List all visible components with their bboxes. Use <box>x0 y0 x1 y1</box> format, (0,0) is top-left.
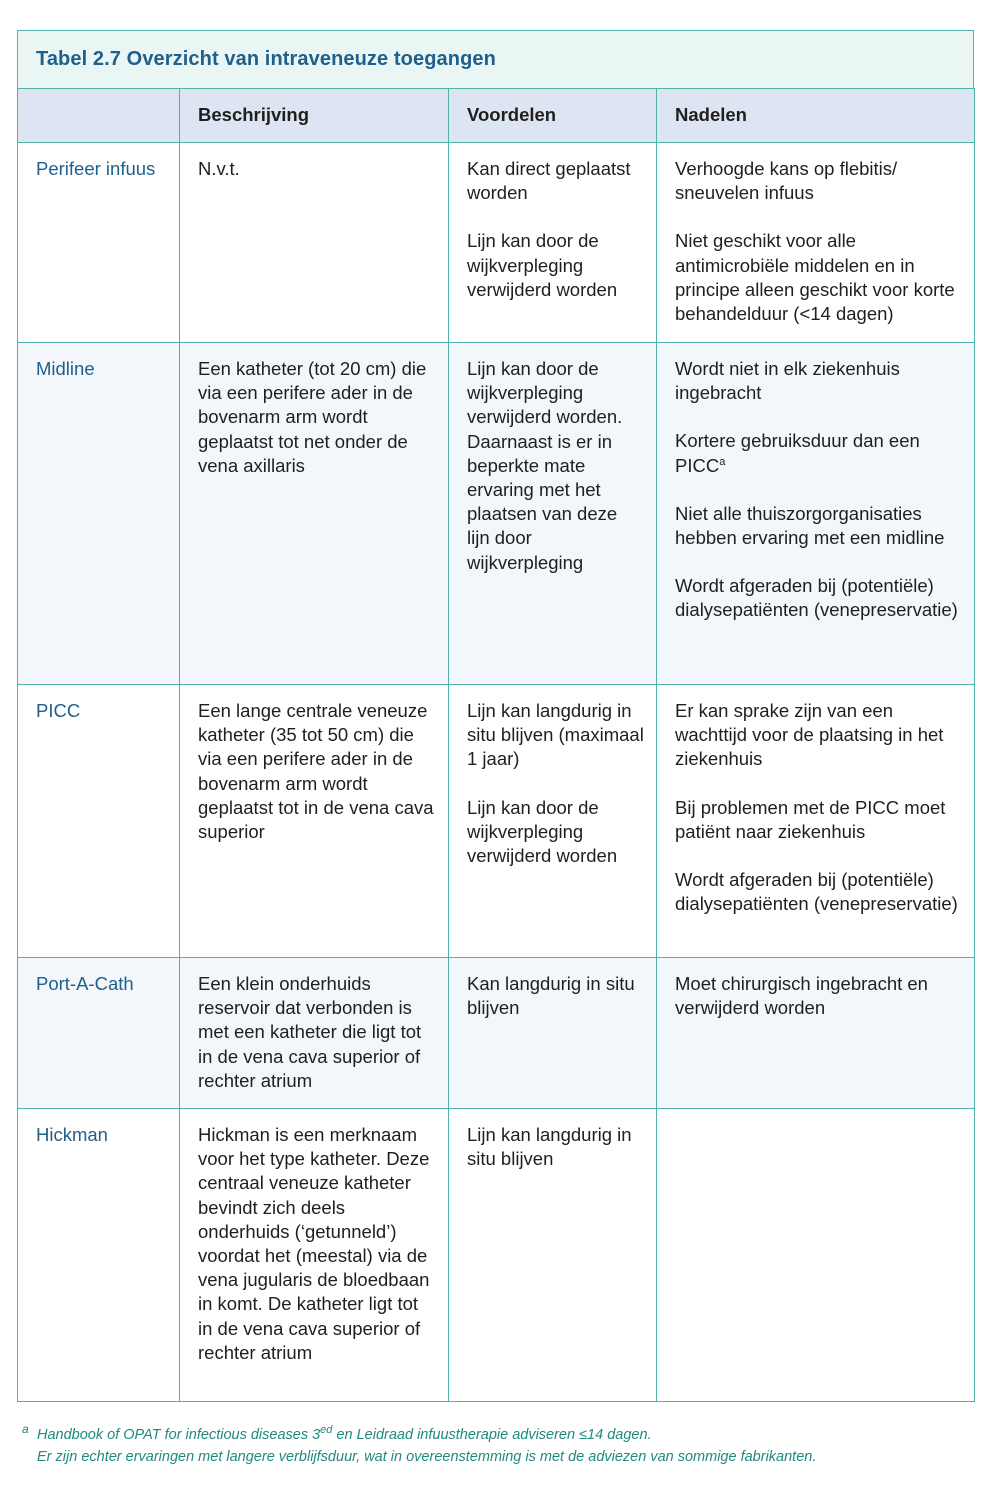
cell-paragraph <box>675 699 962 772</box>
cell-text: N.v.t. <box>198 158 240 179</box>
cell-paragraph <box>198 699 436 844</box>
row-label: Hickman <box>18 1109 180 1402</box>
header-voordelen: Voordelen <box>449 89 657 143</box>
cell-beschrijving <box>180 143 449 343</box>
cell-paragraph <box>467 157 644 205</box>
table-row <box>18 685 975 958</box>
cell-text: Lijn kan langdurig in situ blijven <box>467 1124 632 1170</box>
cell-paragraph <box>675 357 962 405</box>
cell-text: Wordt niet in elk ziekenhuis ingebracht <box>675 358 900 404</box>
cell-voordelen <box>449 958 657 1109</box>
footnote-line-1 <box>37 1424 982 1446</box>
header-empty <box>18 89 180 143</box>
table-row <box>18 958 975 1109</box>
cell-text: Een katheter (tot 20 cm) die via een perifere ader in de bovenarm arm wordt geplaatst tot net onder de vena axillaris <box>198 358 427 476</box>
cell-paragraph <box>467 1123 644 1171</box>
cell-nadelen <box>657 143 975 343</box>
cell-text: Kan direct geplaatst worden <box>467 158 631 204</box>
footnote <box>22 1424 982 1468</box>
cell-paragraph <box>675 229 962 326</box>
cell-text: Bij problemen met de PICC moet patiënt naar ziekenhuis <box>675 796 946 842</box>
table-row <box>18 1109 975 1402</box>
cell-beschrijving <box>180 1109 449 1402</box>
footnote-line-1-sup: ed <box>320 1424 333 1437</box>
cell-beschrijving <box>180 958 449 1109</box>
cell-paragraph <box>675 502 962 550</box>
cell-paragraph <box>467 357 644 575</box>
cell-paragraph <box>675 868 962 916</box>
cell-text: Er kan sprake zijn van een wachttijd voor de plaatsing in het ziekenhuis <box>675 700 944 770</box>
cell-paragraph <box>467 699 644 772</box>
cell-paragraph <box>675 157 962 205</box>
cell-text: Niet geschikt voor alle antimicrobiële middelen en in principe alleen geschikt voor korte behandelduur (<14 dagen) <box>675 230 955 325</box>
header-beschrijving: Beschrijving <box>180 89 449 143</box>
row-label: Midline <box>18 343 180 685</box>
cell-text: Hickman is een merknaam voor het type katheter. Deze centraal veneuze katheter bevindt zich deels onderhuids (‘getunneld’) voordat het (meestal) via de vena jugularis de bloedbaan in komt. De katheter ligt tot in de vena cava superior of rechter atrium <box>198 1124 430 1363</box>
cell-text: Wordt afgeraden bij (potentiële) dialysepatiënten (venepreservatie) <box>675 575 958 621</box>
cell-beschrijving <box>180 343 449 685</box>
table-row <box>18 343 975 685</box>
header-nadelen: Nadelen <box>657 89 975 143</box>
cell-text: Lijn kan langdurig in situ blijven (maximaal 1 jaar) <box>467 700 644 770</box>
cell-paragraph <box>675 429 962 477</box>
cell-paragraph <box>675 574 962 622</box>
cell-text: Lijn kan door de wijkverpleging verwijderd worden <box>467 796 618 867</box>
footnote-line-1-suffix: en Leidraad infuustherapie adviseren ≤14 dagen. <box>332 1427 652 1443</box>
cell-text: Een klein onderhuids reservoir dat verbonden is met een katheter die ligt tot in de vena cava superior of rechter atrium <box>198 973 422 1091</box>
cell-text: Lijn kan door de wijkverpleging verwijderd worden <box>467 230 618 300</box>
cell-text: Kortere gebruiksduur dan een PICC <box>675 430 920 476</box>
cell-text: Lijn kan door de wijkverpleging verwijderd worden. Daarnaast is er in beperkte mate ervaring met het plaatsen van deze lijn door wijkverpleging <box>467 358 623 573</box>
cell-beschrijving <box>180 685 449 958</box>
cell-nadelen <box>657 958 975 1109</box>
cell-nadelen <box>657 685 975 958</box>
cell-voordelen <box>449 143 657 343</box>
cell-paragraph <box>198 157 436 181</box>
table-container <box>17 30 974 1402</box>
cell-paragraph <box>198 1123 436 1365</box>
cell-text: Moet chirurgisch ingebracht en verwijderd worden <box>675 973 928 1019</box>
footnote-line-2: Er zijn echter ervaringen met langere verblijfsduur, wat in overeenstemming is met de adviezen van sommige fabrikanten. <box>37 1449 817 1465</box>
table-body <box>18 143 975 1402</box>
row-label: PICC <box>18 685 180 958</box>
cell-paragraph <box>467 229 644 302</box>
cell-nadelen <box>657 1109 975 1402</box>
table-row <box>18 143 975 343</box>
cell-text: Een lange centrale veneuze katheter (35 tot 50 cm) die via een perifere ader in de bovenarm arm wordt geplaatst tot in de vena cava superior <box>198 700 434 843</box>
cell-text: Wordt afgeraden bij (potentiële) dialysepatiënten (venepreservatie) <box>675 869 958 915</box>
table-title-bar <box>17 30 974 88</box>
cell-paragraph <box>467 796 644 869</box>
cell-text: Niet alle thuiszorgorganisaties hebben ervaring met een midline <box>675 502 945 549</box>
cell-voordelen <box>449 1109 657 1402</box>
access-table <box>17 88 975 1402</box>
cell-paragraph <box>198 972 436 1093</box>
cell-paragraph <box>198 357 436 478</box>
cell-text: Verhoogde kans op flebitis/ sneuvelen infuus <box>675 158 898 204</box>
cell-voordelen <box>449 685 657 958</box>
cell-paragraph <box>675 972 962 1020</box>
cell-paragraph <box>467 972 644 1020</box>
row-label: Port-A-Cath <box>18 958 180 1109</box>
footnote-ref: a <box>719 455 726 468</box>
cell-voordelen <box>449 343 657 685</box>
footnote-line-1-prefix: Handbook of OPAT for infectious diseases 3 <box>37 1427 321 1443</box>
cell-nadelen <box>657 343 975 685</box>
cell-paragraph <box>675 796 962 844</box>
table-title: Tabel 2.7 Overzicht van intraveneuze toegangen <box>36 48 496 70</box>
row-label: Perifeer infuus <box>18 143 180 343</box>
cell-text: Kan langdurig in situ blijven <box>467 973 635 1019</box>
footnote-mark: a <box>22 1422 29 1436</box>
header-row <box>18 89 975 143</box>
